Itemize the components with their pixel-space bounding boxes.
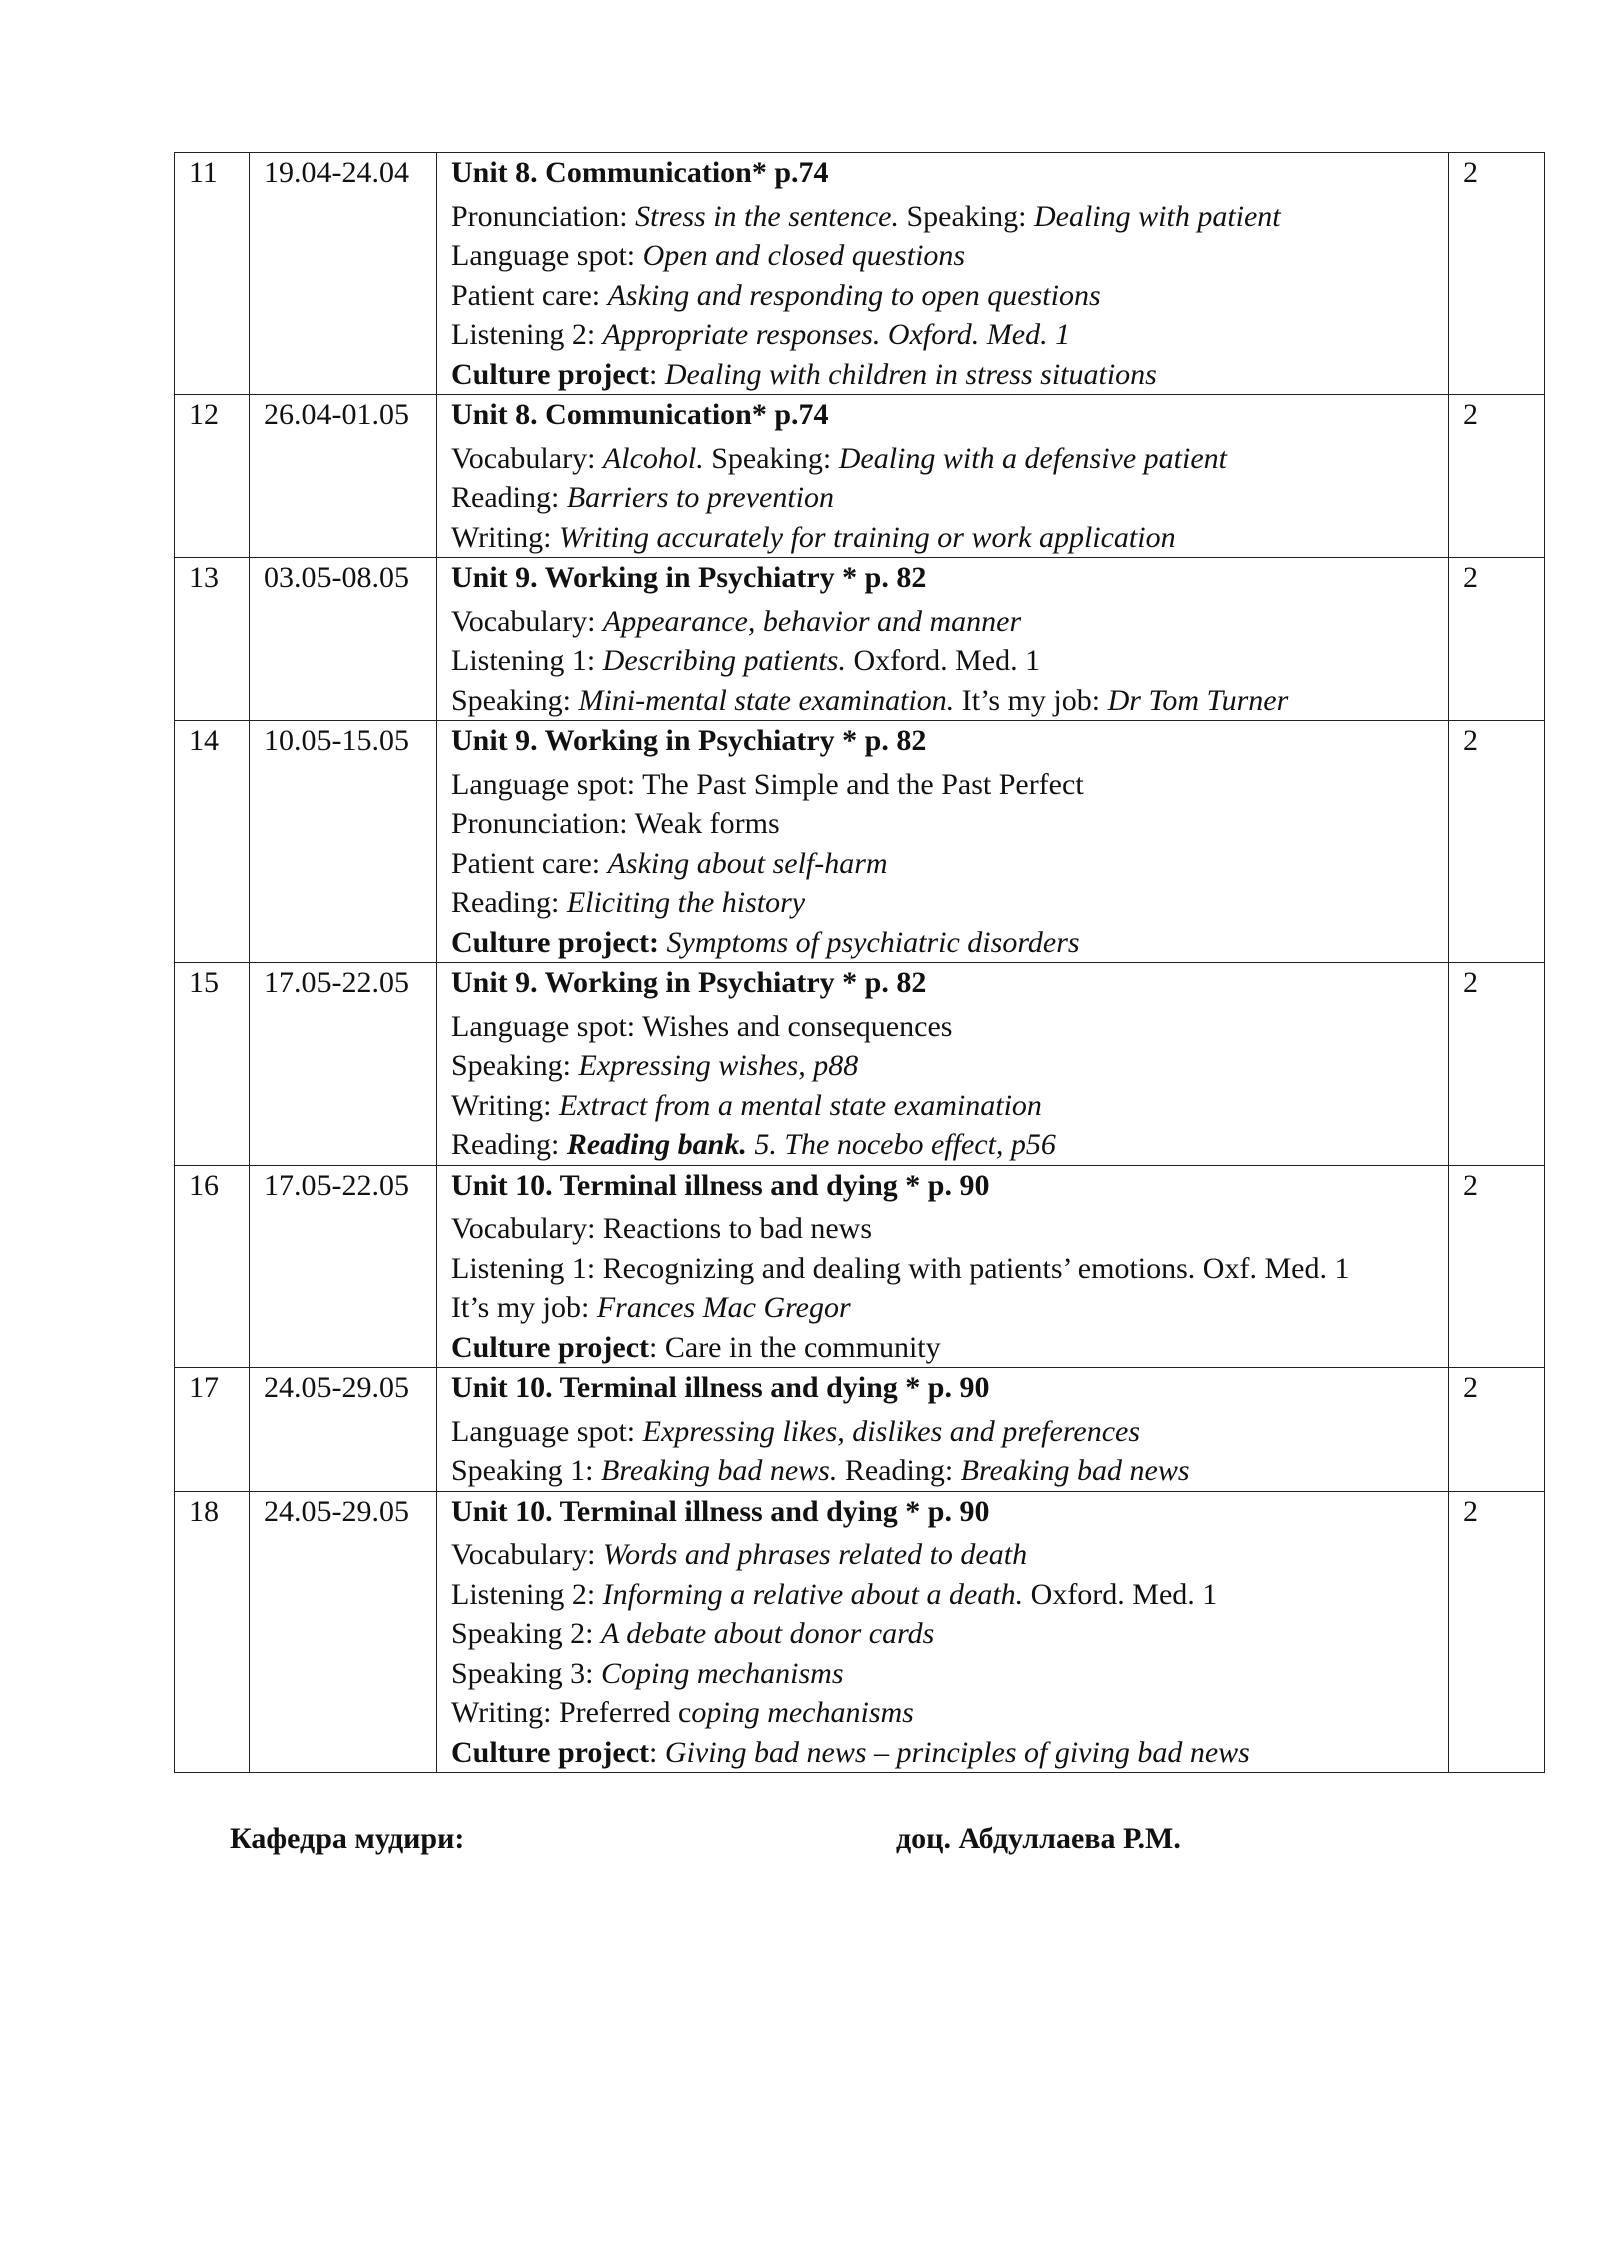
text-segment: Dealing with children in stress situations xyxy=(664,357,1157,391)
lesson-line xyxy=(451,765,1436,805)
lesson-line xyxy=(451,276,1436,316)
lesson-content-cell xyxy=(437,963,1449,1166)
lesson-line xyxy=(451,1288,1436,1328)
date-range-cell: 26.04-01.05 xyxy=(250,395,437,558)
text-segment: Unit 8. Communication* p.74 xyxy=(451,398,829,431)
text-segment: Listening 2: xyxy=(451,318,603,351)
lesson-line xyxy=(451,681,1436,721)
text-segment: Reading: xyxy=(451,886,567,919)
text-segment: Oxford. Med. 1 xyxy=(1023,1577,1218,1611)
text-segment: Dealing with patient xyxy=(1033,199,1281,233)
text-segment: Unit 9. Working in Psychiatry * p. 82 xyxy=(451,966,927,999)
hours-cell: 2 xyxy=(1449,1368,1545,1492)
text-segment: Barriers to prevention xyxy=(566,481,834,514)
text-segment: Writing: Preferred c xyxy=(451,1696,692,1729)
table-row xyxy=(175,395,1545,558)
text-segment: Vocabulary: Reactions to bad news xyxy=(451,1212,873,1245)
lesson-line xyxy=(451,1535,1436,1575)
text-segment: Expressing wishes, p88 xyxy=(578,1049,859,1082)
lesson-content-cell xyxy=(437,395,1449,558)
lesson-line xyxy=(451,315,1436,355)
text-segment: Breaking bad news xyxy=(960,1454,1190,1487)
hours-cell: 2 xyxy=(1449,963,1545,1166)
hours-cell: 2 xyxy=(1449,1491,1545,1773)
lesson-content-cell xyxy=(437,153,1449,395)
text-segment: Culture project xyxy=(451,1330,650,1364)
text-segment: Words and phrases related to death xyxy=(602,1538,1028,1571)
text-segment: : Care in the community xyxy=(649,1330,941,1364)
lesson-line xyxy=(451,439,1436,479)
table-row xyxy=(175,1491,1545,1773)
text-segment: Reading bank. xyxy=(566,1128,747,1161)
text-segment: Listening 1: Recognizing and dealing with patients’ emotions. Oxf. Med. 1 xyxy=(451,1251,1350,1285)
text-segment: Culture project: xyxy=(451,925,660,959)
text-segment: Reading: xyxy=(451,1128,567,1161)
text-segment: Pronunciation: xyxy=(451,199,636,233)
text-segment: Language spot: The Past Simple and the Past Perfect xyxy=(451,767,1084,801)
text-segment: Giving bad news – principles of giving bad news xyxy=(664,1735,1250,1769)
lesson-number-cell: 18 xyxy=(175,1491,250,1773)
lesson-line xyxy=(451,883,1436,923)
text-segment: Expressing likes, dislikes and preferences xyxy=(642,1414,1140,1448)
table-row xyxy=(175,153,1545,395)
text-segment: Mini-mental state examination. xyxy=(578,683,955,717)
lesson-content-cell xyxy=(437,1491,1449,1773)
text-segment: A debate about donor cards xyxy=(601,1617,935,1650)
lesson-line xyxy=(451,1046,1436,1086)
lesson-line xyxy=(451,1451,1436,1491)
text-segment: Speaking: xyxy=(451,683,579,717)
text-segment: Coping mechanisms xyxy=(601,1656,844,1690)
text-segment: Speaking: xyxy=(898,199,1034,233)
lesson-number-cell: 15 xyxy=(175,963,250,1166)
hours-cell: 2 xyxy=(1449,395,1545,558)
text-segment: oping mechanisms xyxy=(691,1696,914,1729)
lesson-line xyxy=(451,641,1436,681)
text-segment: Appropriate responses. Oxford. Med. 1 xyxy=(602,318,1071,351)
text-segment: Vocabulary: xyxy=(451,441,603,475)
lesson-line xyxy=(451,1733,1436,1773)
schedule-table xyxy=(174,152,1545,1773)
lesson-line xyxy=(451,1249,1436,1289)
text-segment: Writing: xyxy=(451,520,559,554)
text-segment: Writing accurately for training or work application xyxy=(558,520,1176,554)
text-segment: : xyxy=(649,1735,665,1769)
text-segment: Listening 1: xyxy=(451,644,603,677)
table-row xyxy=(175,1368,1545,1492)
text-segment: : xyxy=(649,357,665,391)
lesson-line xyxy=(451,355,1436,395)
text-segment: Vocabulary: xyxy=(451,1538,603,1571)
unit-title xyxy=(451,1492,1436,1532)
date-range-cell: 17.05-22.05 xyxy=(250,963,437,1166)
lesson-line xyxy=(451,1328,1436,1368)
lesson-content-cell xyxy=(437,1368,1449,1492)
text-segment: Writing: xyxy=(451,1088,559,1122)
text-segment: Appearance, behavior and manner xyxy=(602,604,1022,638)
text-segment: Dealing with a defensive patient xyxy=(838,441,1227,475)
text-segment: Speaking: xyxy=(703,441,839,475)
table-row xyxy=(175,963,1545,1166)
lesson-number-cell: 17 xyxy=(175,1368,250,1492)
text-segment: Reading: xyxy=(837,1454,961,1487)
text-segment: Oxford. Med. 1 xyxy=(845,644,1041,677)
hours-cell: 2 xyxy=(1449,1165,1545,1368)
hours-cell: 2 xyxy=(1449,721,1545,963)
text-segment: Culture project xyxy=(451,357,650,391)
lesson-line xyxy=(451,478,1436,518)
text-segment: Symptoms of psychiatric disorders xyxy=(666,925,1080,959)
date-range-cell: 17.05-22.05 xyxy=(250,1165,437,1368)
lesson-line xyxy=(451,1575,1436,1615)
lesson-number-cell: 13 xyxy=(175,558,250,721)
text-segment: Culture project xyxy=(451,1735,650,1769)
lesson-line xyxy=(451,1209,1436,1249)
text-segment: Pronunciation: Weak forms xyxy=(451,807,780,840)
text-segment xyxy=(659,926,667,959)
text-segment: Reading: xyxy=(451,481,567,514)
text-segment: Speaking 2: xyxy=(451,1617,601,1650)
text-segment: Alcohol. xyxy=(602,441,704,475)
lesson-line xyxy=(451,923,1436,963)
lesson-line xyxy=(451,1693,1436,1733)
text-segment: Open and closed questions xyxy=(642,239,966,272)
hours-cell: 2 xyxy=(1449,153,1545,395)
lesson-line xyxy=(451,236,1436,276)
signatory-name: доц. Абдуллаева Р.М. xyxy=(896,1822,1181,1855)
lesson-line xyxy=(451,518,1436,558)
unit-title xyxy=(451,153,1436,193)
text-segment: Asking and responding to open questions xyxy=(607,278,1101,312)
unit-title xyxy=(451,963,1436,1003)
date-range-cell: 03.05-08.05 xyxy=(250,558,437,721)
lesson-line xyxy=(451,844,1436,884)
date-range-cell: 19.04-24.04 xyxy=(250,153,437,395)
text-segment: Speaking 1: xyxy=(451,1454,601,1487)
lesson-number-cell: 12 xyxy=(175,395,250,558)
text-segment: Frances Mac Gregor xyxy=(596,1291,851,1324)
text-segment: Speaking 3: xyxy=(451,1656,601,1690)
hours-cell: 2 xyxy=(1449,558,1545,721)
unit-title xyxy=(451,1166,1436,1206)
text-segment: Unit 9. Working in Psychiatry * p. 82 xyxy=(451,561,927,594)
text-segment: Unit 8. Communication* p.74 xyxy=(451,156,829,189)
text-segment: Language spot: Wishes and consequences xyxy=(451,1009,953,1043)
unit-title xyxy=(451,721,1436,761)
lesson-line xyxy=(451,804,1436,844)
lesson-number-cell: 11 xyxy=(175,153,250,395)
date-range-cell: 24.05-29.05 xyxy=(250,1491,437,1773)
lesson-line xyxy=(451,602,1436,642)
text-segment: Dr Tom Turner xyxy=(1107,683,1289,717)
unit-title xyxy=(451,1368,1436,1408)
text-segment: Unit 10. Terminal illness and dying * p. 90 xyxy=(451,1371,990,1404)
text-segment: Unit 10. Terminal illness and dying * p. 90 xyxy=(451,1168,990,1202)
lesson-content-cell xyxy=(437,558,1449,721)
text-segment: Speaking: xyxy=(451,1049,579,1082)
text-segment: 5. The nocebo effect, p56 xyxy=(746,1128,1056,1161)
lesson-line xyxy=(451,1086,1436,1126)
table-row xyxy=(175,721,1545,963)
text-segment: Unit 9. Working in Psychiatry * p. 82 xyxy=(451,724,927,757)
unit-title xyxy=(451,395,1436,435)
table-row xyxy=(175,1165,1545,1368)
text-segment: Language spot: xyxy=(451,239,643,272)
lesson-line xyxy=(451,197,1436,237)
text-segment: Describing patients. xyxy=(602,644,846,677)
table-row xyxy=(175,558,1545,721)
lesson-content-cell xyxy=(437,1165,1449,1368)
department-head-label: Кафедра мудири: xyxy=(230,1822,465,1855)
text-segment: Asking about self-harm xyxy=(607,846,888,880)
date-range-cell: 10.05-15.05 xyxy=(250,721,437,963)
text-segment: Unit 10. Terminal illness and dying * p. 90 xyxy=(451,1494,990,1528)
lesson-line xyxy=(451,1654,1436,1694)
unit-title xyxy=(451,558,1436,598)
text-segment: Eliciting the history xyxy=(566,886,806,919)
text-segment: Vocabulary: xyxy=(451,604,603,638)
text-segment: Patient care: xyxy=(451,278,608,312)
text-segment: Extract from a mental state examination xyxy=(558,1088,1042,1122)
text-segment: Breaking bad news. xyxy=(601,1454,838,1487)
text-segment: Language spot: xyxy=(451,1414,643,1448)
text-segment: Informing a relative about a death. xyxy=(602,1577,1024,1611)
lesson-line xyxy=(451,1614,1436,1654)
lesson-number-cell: 14 xyxy=(175,721,250,963)
text-segment: Listening 2: xyxy=(451,1577,603,1611)
text-segment: It’s my job: xyxy=(451,1291,597,1324)
text-segment: Patient care: xyxy=(451,846,608,880)
lesson-line xyxy=(451,1125,1436,1165)
lesson-line xyxy=(451,1412,1436,1452)
date-range-cell: 24.05-29.05 xyxy=(250,1368,437,1492)
lesson-number-cell: 16 xyxy=(175,1165,250,1368)
text-segment: It’s my job: xyxy=(954,683,1108,717)
lesson-content-cell xyxy=(437,721,1449,963)
lesson-line xyxy=(451,1007,1436,1047)
schedule-table-body xyxy=(175,153,1545,1773)
text-segment: Stress in the sentence. xyxy=(635,199,899,233)
